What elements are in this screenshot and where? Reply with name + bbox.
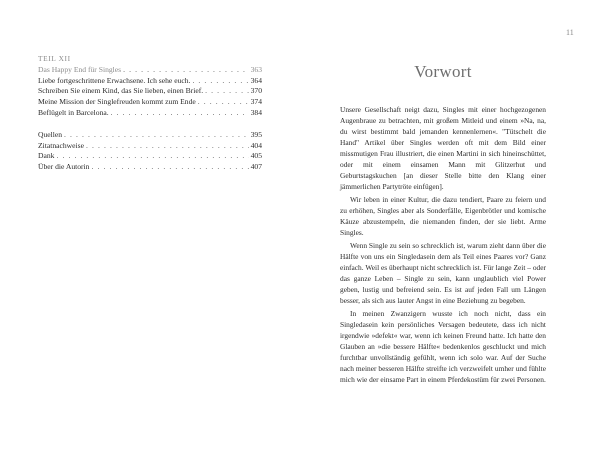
toc-entry-title: Das Happy End für Singles bbox=[38, 64, 122, 74]
toc-entry-title: Über die Autorin bbox=[38, 162, 90, 172]
toc-entry-title: Schreiben Sie einem Kind, das Sie lieben, einen Brief. bbox=[38, 86, 204, 96]
toc-entry-page: 374 bbox=[250, 97, 262, 107]
toc-leader-dots bbox=[64, 130, 249, 141]
toc-entry-title: Meine Mission der Singlefreuden kommt zum Ende bbox=[38, 97, 196, 107]
toc-entry-page: 404 bbox=[250, 140, 262, 150]
toc-entry bbox=[38, 97, 262, 108]
toc-entry-page: 364 bbox=[250, 75, 262, 85]
toc-spacer bbox=[38, 119, 262, 130]
toc-entry-title: Beflügelt in Barcelona. bbox=[38, 107, 109, 117]
toc-entry bbox=[38, 151, 262, 162]
toc-entry bbox=[38, 108, 262, 119]
toc-leader-dots bbox=[205, 86, 248, 97]
toc-entry-page: 384 bbox=[250, 107, 262, 117]
body-paragraph: Unsere Gesellschaft neigt dazu, Singles mit einer hochgezogenen Augenbraue zu betrachten, mit großem Mitleid und einem »Na, na, du wirst bestimmt bald jemanden kennenlernen«. "Tütschelt die Hand" Artikel über Singles werden oft mit dem Bild einer missmutigen Frau illustriert, die einen Martini in sich hineinschüttet, oder mit einem einsamen Mann mit Glitzerhut und Geburtstagskuchen [an dieser Stelle bitte den Klang einer jämmerlichen Partytröte einfügen]. bbox=[340, 105, 546, 191]
toc-leader-dots bbox=[111, 108, 249, 119]
page-number: 11 bbox=[566, 28, 574, 37]
toc-leader-dots bbox=[198, 97, 249, 108]
toc-entry-title: Liebe fortgeschrittene Erwachsene. Ich sehe euch. bbox=[38, 75, 191, 85]
chapter-heading: Vorwort bbox=[414, 62, 472, 81]
body-paragraph: Wenn Single zu sein so schrecklich ist, warum zieht dann über die Hälfte von uns ein Singledasein dem als Teil eines Paares vor? Ganz einfach. Weil es überhaupt nicht schrecklich ist. Für lange Zeit – oder das ganze Leben – Single zu sein, kann unglaublich viel Power geben, lustig und befreiend sein. Es ist auf jeden Fall um Längen besser, als sich aus lauter Angst in eine Beziehung zu begeben. bbox=[340, 241, 546, 305]
toc-entry bbox=[38, 130, 262, 141]
toc-entry bbox=[38, 162, 262, 173]
toc-entry bbox=[38, 65, 262, 76]
toc-leader-dots bbox=[56, 151, 248, 162]
table-of-contents bbox=[38, 54, 262, 173]
toc-leader-dots bbox=[86, 141, 249, 152]
toc-entry-page: 405 bbox=[250, 151, 262, 161]
toc-entry-page: 370 bbox=[250, 86, 262, 96]
body-paragraph: Wir leben in einer Kultur, die dazu tendiert, Paare zu feiern und zu erhöhen, Singles aber als Sonderfälle, Eigenbrötler und komische Käuze abzustempeln, die niemanden finden, der sie liebt. Arme Singles. bbox=[340, 195, 546, 237]
toc-entry bbox=[38, 141, 262, 152]
toc-entry-page: 395 bbox=[250, 129, 262, 139]
toc-entry-title: Zitatnachweise bbox=[38, 140, 84, 150]
toc-entry bbox=[38, 76, 262, 87]
chapter-body bbox=[340, 104, 546, 385]
toc-leader-dots bbox=[91, 162, 248, 173]
toc-entry-page: 363 bbox=[250, 64, 262, 74]
toc-leader-dots bbox=[123, 65, 249, 76]
toc-entry-title: Quellen bbox=[38, 129, 63, 139]
toc-entry-title: Dank bbox=[38, 151, 55, 161]
body-paragraph: In meinen Zwanzigern wusste ich noch nicht, dass ein Singledasein kein persönliches Versagen bedeutete, dass ich nicht irgendwie »defekt« war, wenn ich keinen Freund hatte. Ich hatte den Glauben an »die bessere Hälfte« bedenkenlos geschluckt und mich furchtbar unvollständig gefühlt, wenn ich solo war. Auf der Suche nach meiner besseren Hälfte streifte ich verzweifelt umher und fühlte mich wie der einsame Part in einem Pferdekostüm für zwei Personen. bbox=[340, 309, 546, 384]
toc-part-label: TEIL XII bbox=[38, 54, 71, 63]
toc-entry bbox=[38, 86, 262, 97]
toc-entry-page: 407 bbox=[250, 162, 262, 172]
toc-leader-dots bbox=[192, 76, 248, 87]
